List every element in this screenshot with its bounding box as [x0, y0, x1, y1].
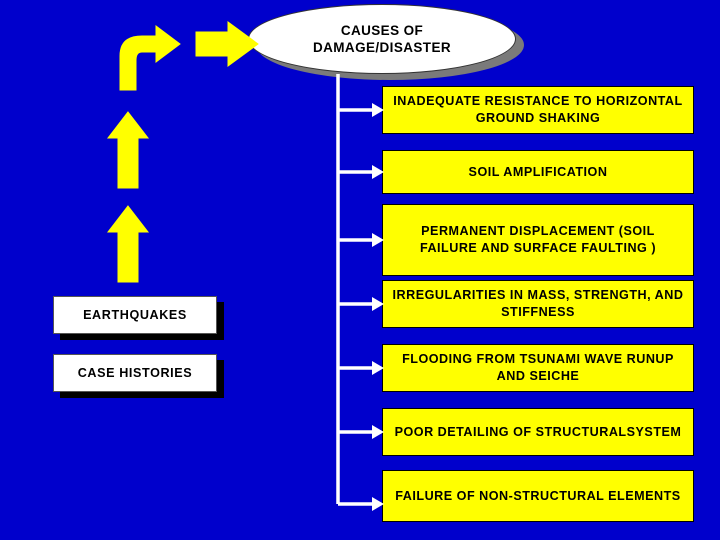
cause-box-6 [382, 408, 694, 456]
cause-box-5 [382, 344, 694, 392]
cause-box-4-label: IRREGULARITIES IN MASS, STRENGTH, AND STIFFNESS [392, 288, 684, 319]
arrow-elbow [120, 26, 180, 90]
cause-box-3 [382, 204, 694, 276]
cause-box-7 [382, 470, 694, 522]
cause-box-3-label: PERMANENT DISPLACEMENT (SOIL FAILURE AND SURFACE FAULTING ) [419, 224, 657, 255]
white-connector-group [338, 74, 384, 511]
earthquakes-label-text: EARTHQUAKES [83, 308, 187, 322]
cause-box-1 [382, 86, 694, 134]
cause-box-4 [382, 280, 694, 328]
case-histories-label [53, 354, 217, 392]
title-text [287, 22, 477, 56]
case-histories-label-text: CASE HISTORIES [77, 366, 193, 380]
title-ellipse [248, 4, 516, 74]
title-line-1: CAUSES OF [340, 23, 424, 38]
arrow-up-upper [108, 112, 148, 188]
cause-box-7-label: FAILURE OF NON-STRUCTURAL ELEMENTS [395, 488, 681, 503]
arrow-right-to-ellipse [196, 22, 258, 66]
earthquakes-label [53, 296, 217, 334]
arrow-up-lower [108, 206, 148, 282]
cause-box-1-label: INADEQUATE RESISTANCE TO HORIZONTAL GROUND SHAKING [393, 94, 683, 125]
title-line-2: DAMAGE/DISASTER [312, 40, 451, 55]
cause-box-2-label: SOIL AMPLIFICATION [468, 164, 608, 179]
cause-box-2 [382, 150, 694, 194]
cause-box-5-label: FLOODING FROM TSUNAMI WAVE RUNUP AND SEICHE [402, 352, 674, 383]
cause-box-6-label: POOR DETAILING OF STRUCTURALSYSTEM [394, 424, 682, 439]
